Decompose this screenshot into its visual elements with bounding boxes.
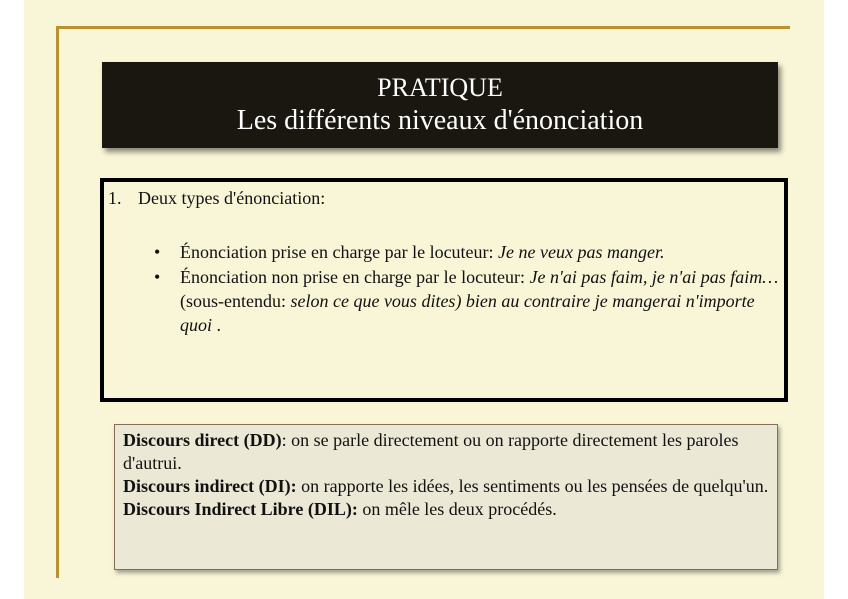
title-banner [102,62,778,148]
di-term: Discours indirect (DI): [123,476,297,496]
bullet1-example: Je ne veux pas manger. [498,242,665,262]
bullet-list [154,240,784,338]
definition-dil [123,498,769,521]
bullet2-mid: (sous-entendu: [180,291,291,311]
title-line-1: PRATIQUE [377,73,503,102]
bullet2-end: . [212,315,222,335]
bullet-icon: • [154,267,161,287]
point-number: 1. [108,188,122,208]
bullet2-example-2: selon ce que vous dites) bien au contraire je mangerai n'importe quoi [180,291,755,335]
dd-term: Discours direct (DD) [123,430,282,450]
dil-term: Discours Indirect Libre (DIL): [123,499,358,519]
bullet2-example: Je n'ai pas faim, je n'ai pas faim… [529,267,779,287]
title-line-2: Les différents niveaux d'énonciation [236,105,644,136]
point-heading [108,186,325,210]
enunciation-box [100,178,788,402]
definition-dd [123,429,769,475]
bullet2-lead: Énonciation non prise en charge par le locuteur: [180,267,530,287]
dd-text: : on se parle directement ou on rapporte directement les paroles d'autrui. [123,430,739,473]
gold-top-rule [58,26,790,29]
dil-text: on mêle les deux procédés. [357,499,557,519]
bullet-icon: • [154,242,161,262]
gold-left-rule [56,26,59,578]
bullet1-lead: Énonciation prise en charge par le locuteur: [180,242,499,262]
definitions-box [114,424,778,570]
definition-di [123,475,769,498]
point-heading-text: Deux types d'énonciation: [138,188,326,208]
di-text: on rapporte les idées, les sentiments ou les pensées de quelqu'un. [296,476,769,496]
list-item [154,240,784,264]
list-item [154,265,784,337]
